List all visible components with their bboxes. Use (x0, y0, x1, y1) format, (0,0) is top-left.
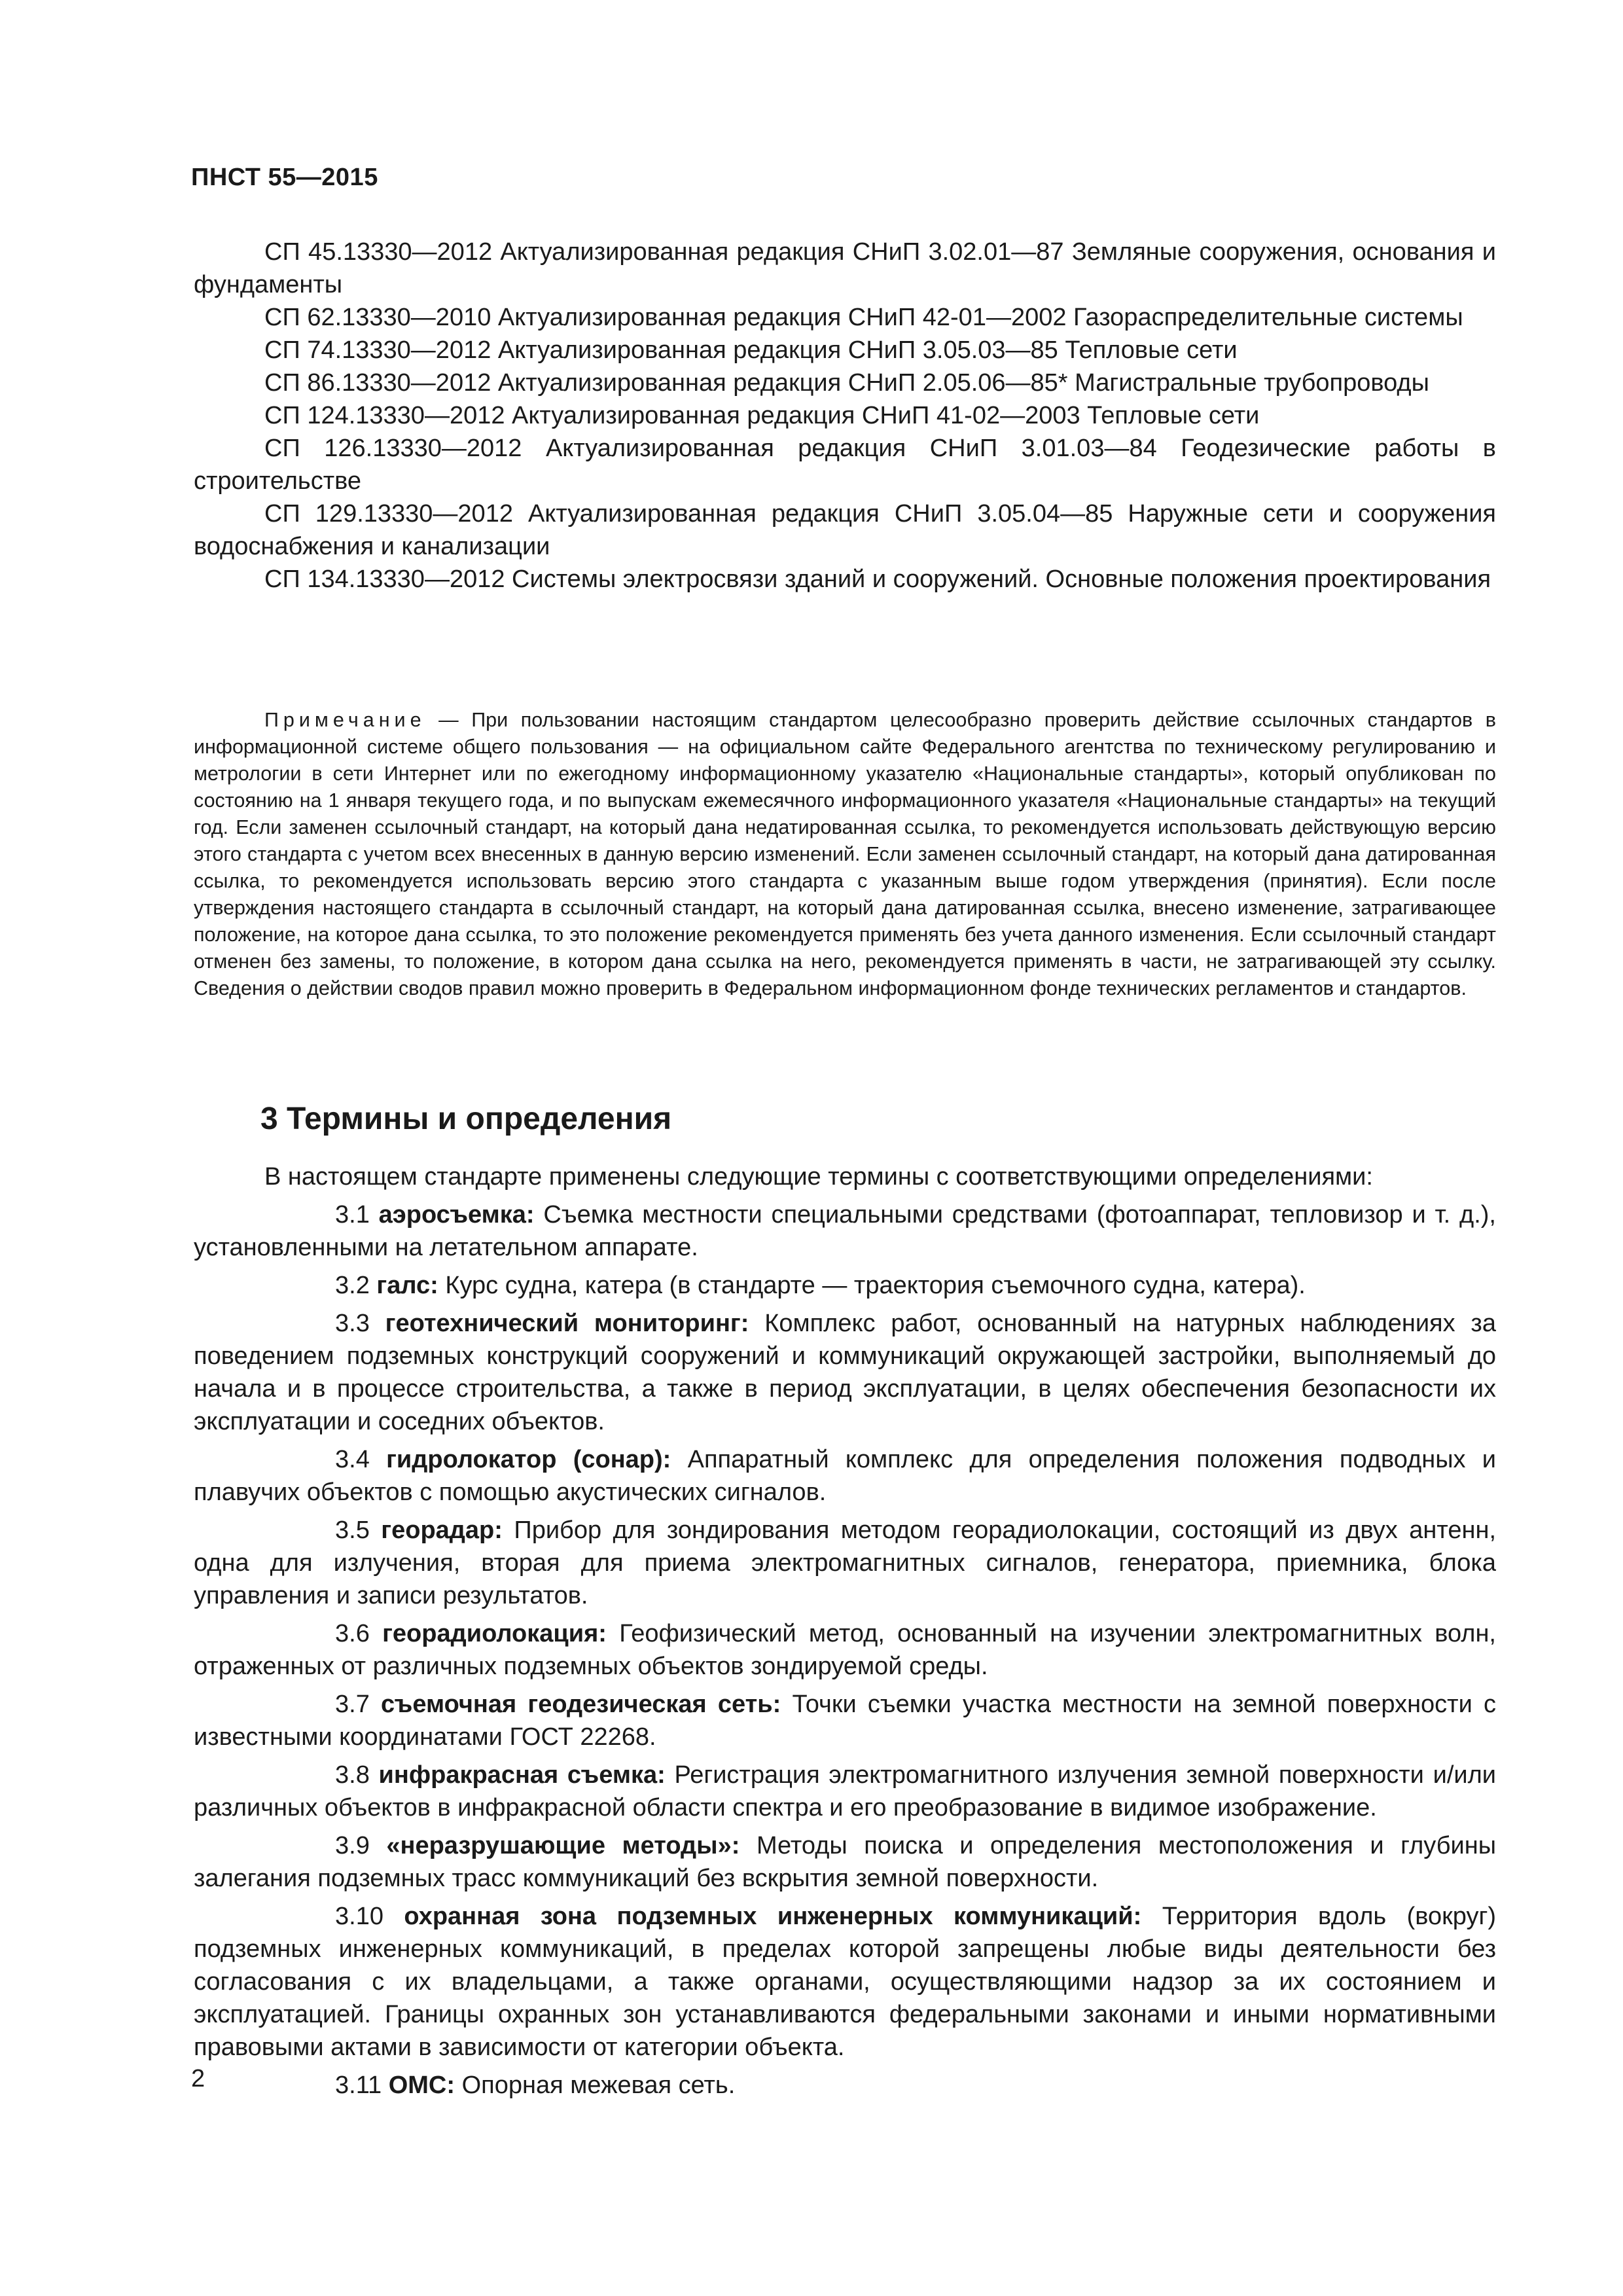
term-item (194, 1198, 1496, 1264)
term-number: 3.7 (335, 1691, 370, 1718)
term-item (194, 1688, 1496, 1753)
term-definition: Опорная межевая сеть. (461, 2072, 736, 2099)
term-name: инфракрасная съемка: (378, 1761, 666, 1789)
term-number: 3.10 (335, 1903, 383, 1930)
term-item (194, 1759, 1496, 1824)
term-item (194, 1829, 1496, 1895)
term-definition: Территория вдоль (вокруг) подземных инженерных коммуникаций, в пределах которой запрещены любые виды деятельности без согласования с их владельцами, а также органами, осуществляющими надзор за их состоянием и эксплуатацией. Границы охранных зон устанавливаются федеральными законами и иными нормативными правовыми актами в зависимости от категории объекта. (194, 1903, 1497, 2061)
term-name: галс: (376, 1272, 438, 1299)
reference-item: СП 129.13330—2012 Актуализированная редакция СНиП 3.05.04—85 Наружные сети и сооружения водоснабжения и канализации (194, 500, 1496, 560)
note-label: Примечание (264, 709, 426, 731)
term-name: «неразрушающие методы»: (386, 1832, 740, 1859)
term-name: аэросъемка: (378, 1201, 535, 1229)
term-number: 3.4 (335, 1446, 370, 1473)
term-number: 3.2 (335, 1272, 370, 1299)
term-number: 3.9 (335, 1832, 370, 1859)
reference-note (194, 707, 1496, 1002)
term-definition: Аппаратный комплекс для определения положения подводных и плавучих объектов с помощью акустических сигналов. (194, 1446, 1496, 1506)
term-name: геотехнический мониторинг: (385, 1310, 749, 1337)
term-item (194, 1269, 1496, 1302)
terms-list (194, 1160, 1496, 2107)
term-name: съемочная геодезическая сеть: (381, 1691, 781, 1718)
term-item (194, 1900, 1496, 2064)
term-name: георадиолокация: (382, 1620, 607, 1647)
section-intro: В настоящем стандарте применены следующие термины с соответствующими определениями: (264, 1163, 1373, 1191)
term-definition: Методы поиска и определения местоположения и глубины залегания подземных трасс коммуникаций без вскрытия земной поверхности. (194, 1832, 1497, 1892)
reference-item: СП 86.13330—2012 Актуализированная редакция СНиП 2.05.06—85* Магистральные трубопроводы (264, 369, 1429, 397)
reference-item: СП 124.13330—2012 Актуализированная редакция СНиП 41-02—2003 Тепловые сети (264, 402, 1260, 429)
reference-item: СП 45.13330—2012 Актуализированная редакция СНиП 3.02.01—87 Земляные сооружения, основания и фундаменты (194, 238, 1496, 298)
reference-item: СП 134.13330—2012 Системы электросвязи зданий и сооружений. Основные положения проектирования (264, 565, 1491, 593)
term-item (194, 1617, 1496, 1683)
term-definition: Съемка местности специальными средствами (фотоаппарат, тепловизор и т. д.), установленными на летательном аппарате. (194, 1201, 1496, 1261)
term-number: 3.1 (335, 1201, 370, 1229)
term-definition: Комплекс работ, основанный на натурных наблюдениях за поведением подземных конструкций сооружений и коммуникаций окружающей застройки, выполняемый до начала и в процессе строительства, а также в период эксплуатации, в целях обеспечения безопасности их эксплуатации и соседних объектов. (194, 1310, 1496, 1435)
term-name: ОМС: (388, 2072, 455, 2099)
term-name: охранная зона подземных инженерных коммуникаций: (404, 1903, 1142, 1930)
term-definition: Геофизический метод, основанный на изучении электромагнитных волн, отраженных от различных подземных объектов зондируемой среды. (194, 1620, 1496, 1680)
term-number: 3.8 (335, 1761, 370, 1789)
normative-references-list (194, 236, 1496, 596)
term-item (194, 2069, 1496, 2102)
term-name: георадар: (381, 1516, 503, 1544)
reference-item: СП 62.13330—2010 Актуализированная редакция СНиП 42-01—2002 Газораспределительные системы (264, 304, 1463, 331)
term-definition: Точки съемки участка местности на земной поверхности с известными координатами ГОСТ 22268. (194, 1691, 1497, 1751)
term-number: 3.6 (335, 1620, 370, 1647)
term-item (194, 1443, 1496, 1509)
term-number: 3.11 (335, 2072, 382, 2099)
term-number: 3.5 (335, 1516, 370, 1544)
reference-item: СП 74.13330—2012 Актуализированная редакция СНиП 3.05.03—85 Тепловые сети (264, 336, 1238, 364)
note-text: — При пользовании настоящим стандартом целесообразно проверить действие ссылочных стандартов в информационной системе общего пользования — на официальном сайте Федерального агентства по техническому регулированию и метрологии в сети Интернет или по ежегодному информационному указателю «Национальные стандарты», который опубликован по состоянию на 1 января текущего года, и по выпускам ежемесячного информационного указателя «Национальные стандарты» на текущий год. Если заменен ссылочный стандарт, на который дана недатированная ссылка, то рекомендуется использовать действующую версию этого стандарта с учетом всех внесенных в данную версию изменений. Если заменен ссылочный стандарт, на который дана датированная ссылка, то рекомендуется использовать версию этого стандарта с указанным выше годом утверждения (принятия). Если после утверждения настоящего стандарта в ссылочный стандарт, на который дана датированная ссылка, внесено изменение, затрагивающее положение, на которое дана ссылка, то это положение рекомендуется применять без учета данного изменения. Если ссылочный стандарт отменен без замены, то положение, в котором дана ссылка на него, рекомендуется применять в части, не затрагивающей эту ссылку. Сведения о действии сводов правил можно проверить в Федеральном информационном фонде технических регламентов и стандартов. (194, 709, 1496, 999)
reference-item: СП 126.13330—2012 Актуализированная редакция СНиП 3.01.03—84 Геодезические работы в строительстве (194, 435, 1496, 495)
page-number: 2 (191, 2065, 205, 2092)
section-title: 3 Термины и определения (260, 1102, 672, 1136)
document-code-header: ПНСТ 55—2015 (191, 164, 378, 191)
term-item (194, 1514, 1496, 1612)
term-name: гидролокатор (сонар): (386, 1446, 671, 1473)
term-number: 3.3 (335, 1310, 370, 1337)
term-definition: Курс судна, катера (в стандарте — траектория съемочного судна, катера). (445, 1272, 1306, 1299)
term-definition: Регистрация электромагнитного излучения земной поверхности и/или различных объектов в инфракрасной области спектра и его преобразование в видимое изображение. (194, 1761, 1497, 1821)
term-definition: Прибор для зондирования методом георадиолокации, состоящий из двух антенн, одна для излучения, вторая для приема электромагнитных сигналов, генератора, приемника, блока управления и записи результатов. (194, 1516, 1496, 1609)
term-item (194, 1307, 1496, 1438)
